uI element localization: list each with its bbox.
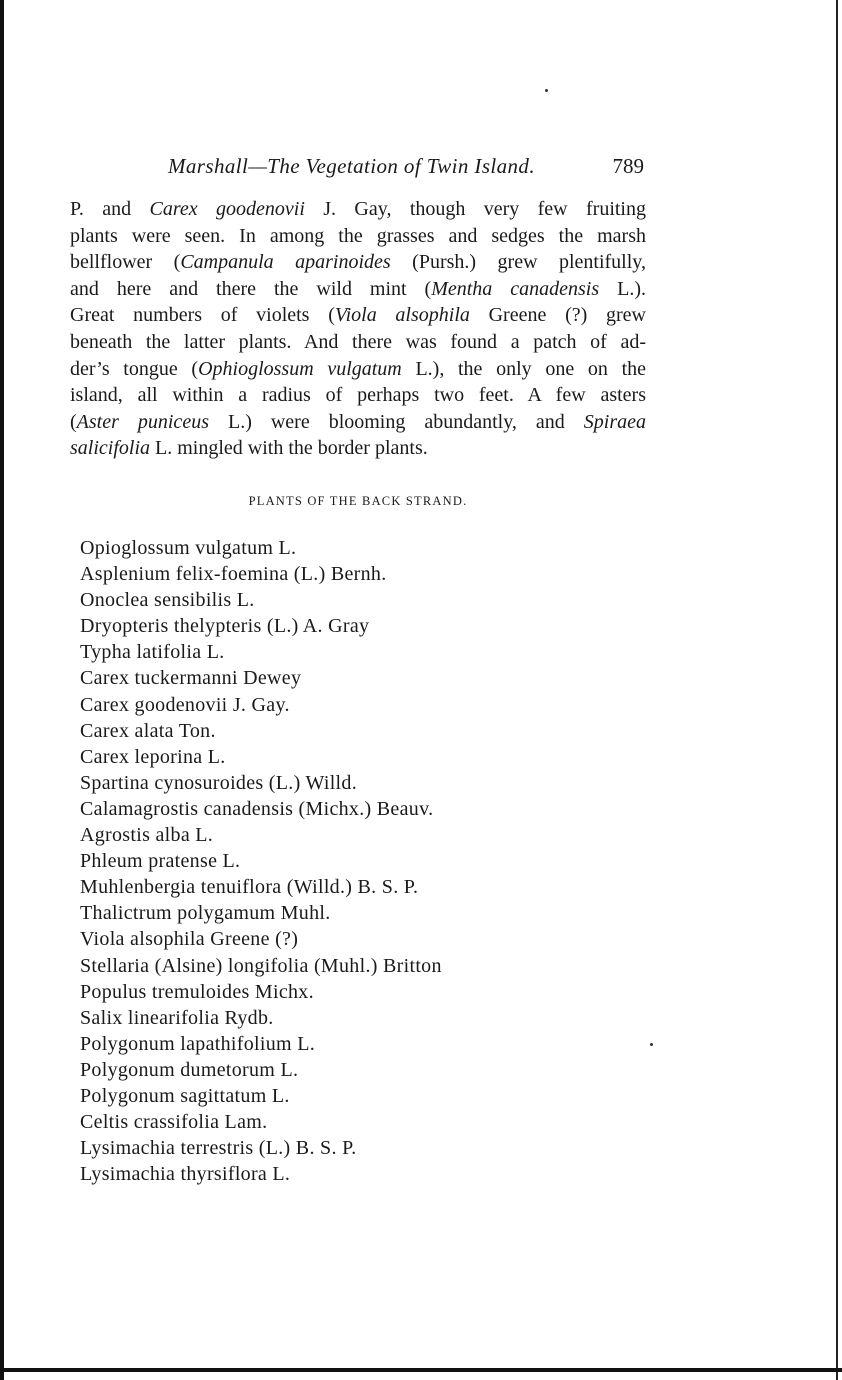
species-name: Viola alsophila [334, 304, 470, 327]
scan-border-right [836, 0, 838, 1380]
scan-border-bottom [0, 1368, 842, 1372]
plant-list-item: Stellaria (Alsine) longifolia (Muhl.) Britton [80, 954, 442, 977]
species-name: Aster puniceus [76, 410, 209, 433]
scan-speck [650, 1043, 653, 1046]
body-line: (Aster puniceus L.) were blooming abundantly, and Spiraea [70, 410, 646, 433]
species-name: Spiraea [583, 410, 646, 433]
body-line: bellflower (Campanula aparinoides (Pursh.) grew plentifully, [70, 251, 646, 274]
page-number: 789 [612, 154, 644, 178]
body-line: beneath the latter plants. And there was found a patch of ad- [70, 330, 646, 353]
plant-list-item: Opioglossum vulgatum L. [80, 537, 297, 559]
plant-list-item: Polygonum dumetorum L. [80, 1058, 299, 1081]
body-line: P. and Carex goodenovii J. Gay, though very few fruiting [70, 198, 646, 220]
body-paragraph [70, 196, 646, 462]
body-line: island, all within a radius of perhaps two feet. A few asters [70, 384, 646, 407]
body-line: salicifolia L. mingled with the border plants. [70, 437, 428, 460]
plant-list-item: Polygonum lapathifolium L. [80, 1032, 316, 1055]
species-name: Campanula aparinoides [180, 251, 391, 274]
plant-list-item: Carex goodenovii J. Gay. [80, 693, 290, 716]
page-header [70, 150, 650, 182]
scan-speck [545, 89, 548, 92]
plant-list-item: Carex tuckermanni Dewey [80, 667, 302, 690]
plant-list-item: Celtis crassifolia Lam. [80, 1111, 268, 1134]
plant-list-item: Thalictrum polygamum Muhl. [80, 902, 331, 925]
body-line: plants were seen. In among the grasses and sedges the marsh [70, 224, 646, 247]
body-line: and here and there the wild mint (Mentha canadensis L.). [70, 277, 646, 300]
section-heading: PLANTS OF THE BACK STRAND. [248, 494, 468, 508]
plant-list-item: Populus tremuloides Michx. [80, 980, 314, 1003]
species-name: Mentha canadensis [431, 277, 600, 300]
plant-list-item: Muhlenbergia tenuiflora (Willd.) B. S. P. [80, 876, 419, 899]
plant-list-item: Lysimachia thyrsiflora L. [80, 1163, 291, 1186]
plant-list-item: Typha latifolia L. [80, 641, 225, 664]
plant-list-item: Lysimachia terrestris (L.) B. S. P. [80, 1137, 357, 1160]
running-title: Marshall—The Vegetation of Twin Island. [168, 154, 535, 178]
body-line: Great numbers of violets (Viola alsophila Greene (?) grew [70, 304, 646, 327]
body-line: der’s tongue (Ophioglossum vulgatum L.), the only one on the [70, 357, 647, 380]
plant-list-item: Carex alata Ton. [80, 719, 216, 742]
species-name: salicifolia [70, 437, 150, 460]
plant-list-item: Carex leporina L. [80, 745, 226, 768]
plant-list-item: Onoclea sensibilis L. [80, 589, 255, 612]
plant-list-item: Spartina cynosuroides (L.) Willd. [80, 771, 358, 794]
plant-list-item: Dryopteris thelypteris (L.) A. Gray [80, 615, 370, 638]
plant-list-item: Salix linearifolia Rydb. [80, 1006, 274, 1029]
plant-list-item: Asplenium felix-foemina (L.) Bernh. [80, 563, 387, 586]
species-name: Ophioglossum vulgatum [198, 357, 402, 380]
species-name: Carex goodenovii [149, 198, 305, 220]
plant-list-item: Agrostis alba L. [80, 824, 214, 847]
plant-list-item: Polygonum sagittatum L. [80, 1084, 290, 1107]
plant-list-item: Phleum pratense L. [80, 850, 241, 873]
plant-list-item: Viola alsophila Greene (?) [80, 928, 299, 951]
plant-list-item: Calamagrostis canadensis (Michx.) Beauv. [80, 797, 434, 820]
scan-border-left [0, 0, 4, 1380]
plant-list [80, 535, 640, 1187]
